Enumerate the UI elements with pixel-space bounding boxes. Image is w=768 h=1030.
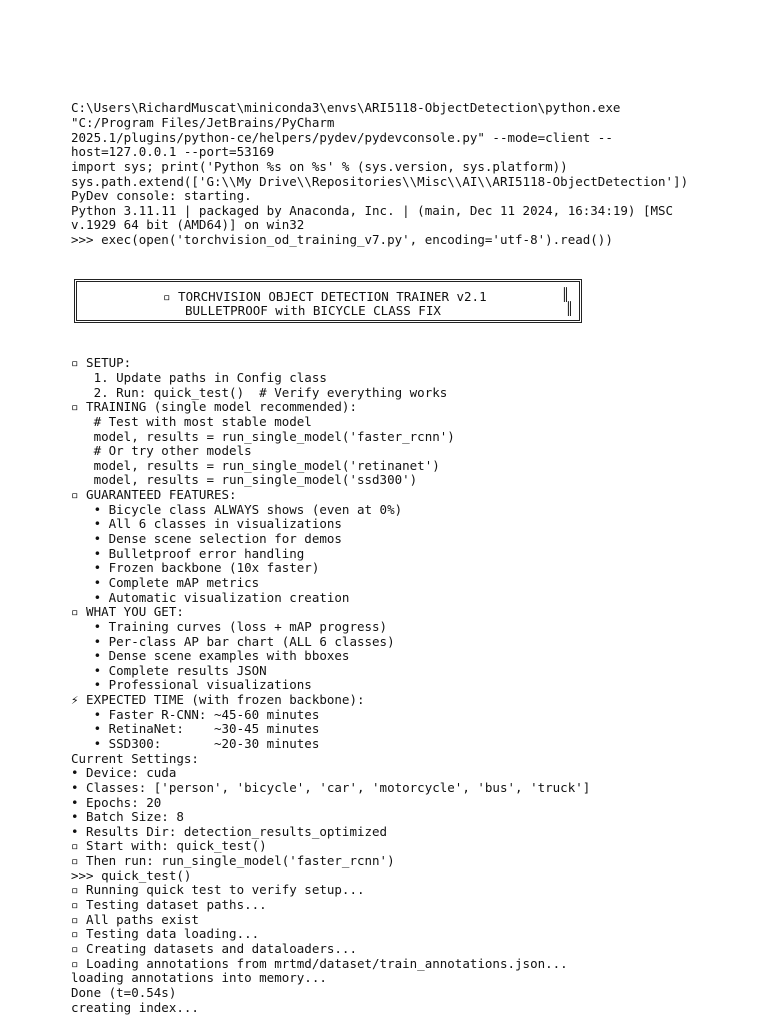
console-line: • Automatic visualization creation xyxy=(71,589,350,605)
console-line: loading annotations into memory... xyxy=(71,970,327,986)
console-line: 2. Run: quick_test() # Verify everything works xyxy=(71,384,448,400)
console-output xyxy=(71,72,751,1030)
console-line: • Per-class AP bar chart (ALL 6 classes) xyxy=(71,633,395,649)
console-line: ▫ TRAINING (single model recommended): xyxy=(71,399,357,415)
console-line: model, results = run_single_model('faster_rcnn') xyxy=(71,428,455,444)
console-line: ▫ Running quick test to verify setup... xyxy=(71,882,365,898)
console-line: "C:/Program Files/JetBrains/PyCharm xyxy=(71,114,335,130)
console-line: ▫ Creating datasets and dataloaders... xyxy=(71,940,357,956)
console-line: • Bulletproof error handling xyxy=(71,545,305,561)
console-line: ▫ SETUP: xyxy=(71,355,132,371)
console-body xyxy=(71,356,751,1015)
console-line: • Dense scene examples with bboxes xyxy=(71,648,350,664)
console-line: • All 6 classes in visualizations xyxy=(71,516,342,532)
console-line: >>> exec(open('torchvision_od_training_v7.py', encoding='utf-8').read()) xyxy=(71,232,613,248)
console-line: sys.path.extend(['G:\\My Drive\\Repositories\\Misc\\AI\\ARI5118-ObjectDetection']) xyxy=(71,173,689,189)
console-line: • Dense scene selection for demos xyxy=(71,531,342,547)
console-line: import sys; print('Python %s on %s' % (sys.version, sys.platform)) xyxy=(71,158,568,174)
console-line: • Classes: ['person', 'bicycle', 'car', 'motorcycle', 'bus', 'truck'] xyxy=(71,779,591,795)
console-line: Current Settings: xyxy=(71,750,199,766)
console-line: ▫ Then run: run_single_model('faster_rcnn') xyxy=(71,853,395,869)
console-line: Python 3.11.11 | packaged by Anaconda, Inc. | (main, Dec 11 2024, 16:34:19) [MSC xyxy=(71,202,674,218)
console-line: ▫ All paths exist xyxy=(71,911,199,927)
console-line: • Complete mAP metrics xyxy=(71,574,260,590)
console-line: model, results = run_single_model('retinanet') xyxy=(71,457,440,473)
console-line: 1. Update paths in Config class xyxy=(71,369,327,385)
console-line: ⚡ EXPECTED TIME (with frozen backbone): xyxy=(71,692,365,708)
console-line: • SSD300: ~20-30 minutes xyxy=(71,736,320,751)
console-line: ▫ Testing data loading... xyxy=(71,926,260,942)
banner-subtitle: BULLETPROOF with BICYCLE CLASS FIX xyxy=(185,303,441,319)
console-line: C:\Users\RichardMuscat\miniconda3\envs\ARI5118-ObjectDetection\python.exe xyxy=(71,100,621,116)
console-line: • Epochs: 20 xyxy=(71,794,162,810)
console-line: ▫ Loading annotations from mrtmd/dataset/train_annotations.json... xyxy=(71,955,568,971)
console-line: • RetinaNet: ~30-45 minutes xyxy=(71,721,320,737)
console-line: ▫ Testing dataset paths... xyxy=(71,897,267,913)
console-line: ▫ GUARANTEED FEATURES: xyxy=(71,487,237,503)
banner-title: ▫ TORCHVISION OBJECT DETECTION TRAINER v2.1 xyxy=(163,289,487,305)
console-line: ▫ WHAT YOU GET: xyxy=(71,604,184,620)
console-line: • Results Dir: detection_results_optimized xyxy=(71,823,388,839)
console-line: 2025.1/plugins/python-ce/helpers/pydev/pydevconsole.py" --mode=client -- xyxy=(71,129,613,145)
banner-border-right: ║ xyxy=(565,301,573,317)
console-header xyxy=(71,101,751,247)
console-line: creating index... xyxy=(71,999,199,1015)
console-line: v.1929 64 bit (AMD64)] on win32 xyxy=(71,217,305,233)
console-line: • Bicycle class ALWAYS shows (even at 0%) xyxy=(71,501,403,517)
console-line: • Complete results JSON xyxy=(71,662,267,678)
trainer-banner xyxy=(74,279,582,323)
console-line: ▫ Start with: quick_test() xyxy=(71,838,267,854)
console-line: Done (t=0.54s) xyxy=(71,984,177,1000)
console-line: • Batch Size: 8 xyxy=(71,809,184,825)
console-line: >>> quick_test() xyxy=(71,867,192,883)
console-line: • Professional visualizations xyxy=(71,677,312,693)
console-line: • Training curves (loss + mAP progress) xyxy=(71,618,388,634)
console-line: • Frozen backbone (10x faster) xyxy=(71,560,320,576)
console-line: model, results = run_single_model('ssd300') xyxy=(71,472,418,488)
console-line: • Faster R-CNN: ~45-60 minutes xyxy=(71,706,320,722)
console-line: # Or try other models xyxy=(71,443,252,459)
console-line: host=127.0.0.1 --port=53169 xyxy=(71,144,275,160)
console-line: # Test with most stable model xyxy=(71,413,312,429)
console-line: PyDev console: starting. xyxy=(71,188,252,204)
console-line: • Device: cuda xyxy=(71,765,177,781)
banner-border-right: ║ xyxy=(561,287,569,303)
